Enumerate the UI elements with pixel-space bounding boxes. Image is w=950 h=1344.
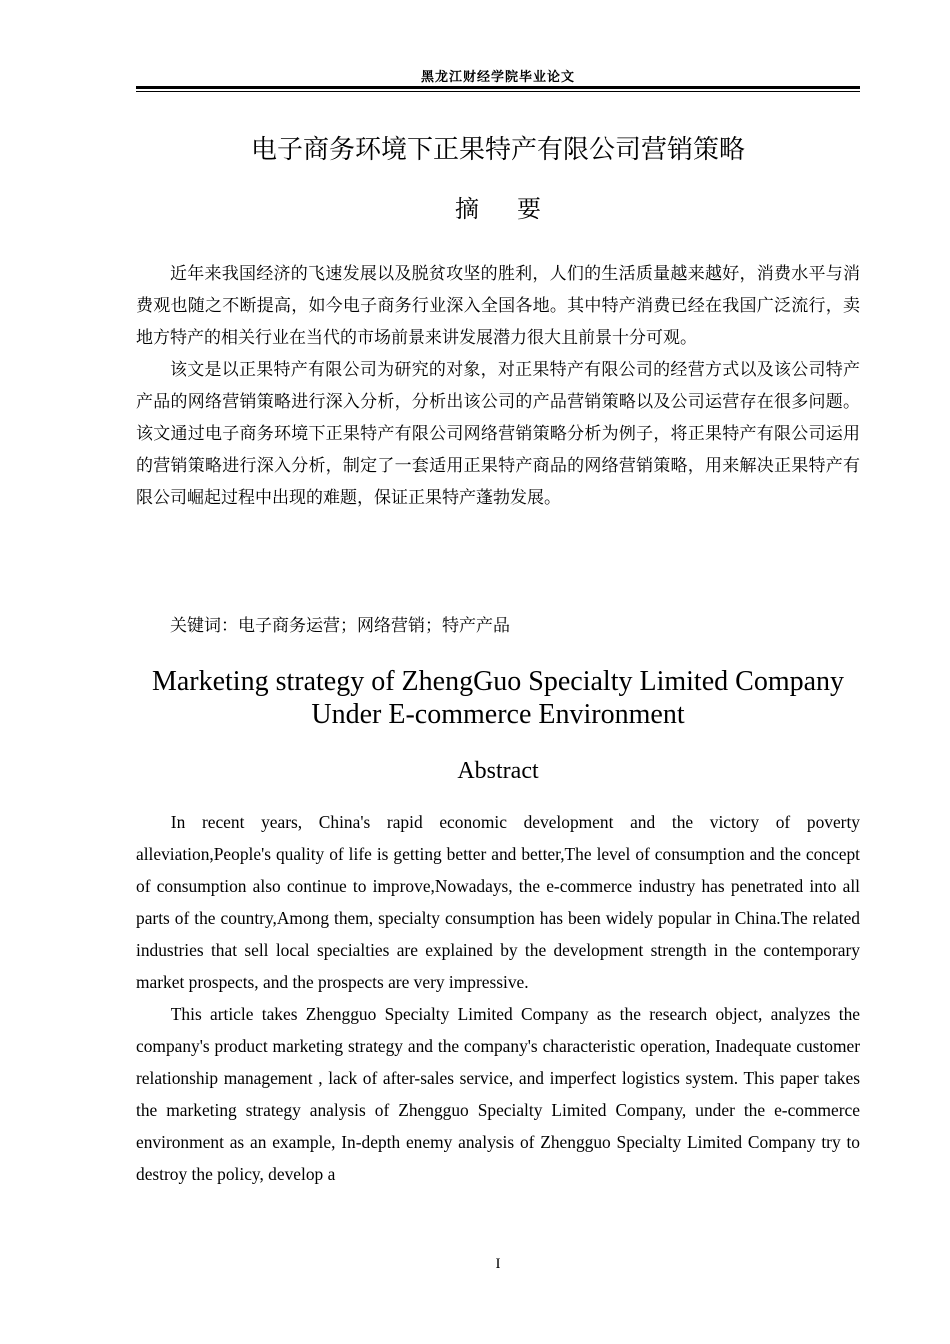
header-rule-thick: [136, 86, 860, 89]
chinese-title: 电子商务环境下正果特产有限公司营销策略: [250, 135, 745, 165]
english-paragraph-2: This article takes Zhengguo Specialty Limited Company as the research object, analyzes the company's product marketing strategy and the company's characteristic operation, Inadequate customer relationship management , lack of after-sales service, and imperfect logistics system. This paper takes the marketing strategy analysis of Zhengguo Specialty Limited Company, under the e-commerce environment as an example, In-depth enemy analysis of Zhengguo Specialty Limited Company try to destroy the policy, develop a: [136, 1004, 860, 1184]
english-title: [136, 665, 860, 731]
chinese-paragraph-1: 近年来我国经济的飞速发展以及脱贫攻坚的胜利，人们的生活质量越来越好，消费水平与消费观也随之不断提高，如今电子商务行业深入全国各地。其中特产消费已经在我国广泛流行，卖地方特产的相关行业在当代的市场前景来讲发展潜力很大且前景十分可观。: [136, 264, 860, 348]
english-paragraph-1: In recent years, China's rapid economic development and the victory of poverty alleviation,People's quality of life is getting better and better,The level of consumption and the concept of consumption also continue to improve,Nowadays, the e-commerce industry has penetrated into all parts of the country,Among them, specialty consumption has been widely popular in China.The related industries that sell local specialties are explained by the development strength in the contemporary market prospects, and the prospects are very impressive.: [136, 812, 860, 992]
running-header: 黑龙江财经学院毕业论文: [420, 70, 575, 85]
chinese-keywords: [170, 610, 510, 642]
english-abstract-heading: Abstract: [457, 758, 539, 784]
english-abstract-body: [136, 806, 860, 1190]
chinese-abstract-body: [136, 258, 860, 514]
keywords-value: 电子商务运营；网络营销；特产产品: [238, 616, 510, 636]
chinese-abstract-heading: 摘要: [455, 195, 579, 223]
header-rule-thin: [136, 91, 860, 92]
chinese-paragraph-2: 该文是以正果特产有限公司为研究的对象，对正果特产有限公司的经营方式以及该公司特产产品的网络营销策略进行深入分析，分析出该公司的产品营销策略以及公司运营存在很多问题。该文通过电子商务环境下正果特产有限公司网络营销策略分析为例子，将正果特产有限公司运用的营销策略进行深入分析，制定了一套适用正果特产商品的网络营销策略，用来解决正果特产有限公司崛起过程中出现的难题，保证正果特产蓬勃发展。: [136, 360, 860, 508]
english-title-line-2: Under E-commerce Environment: [311, 699, 685, 730]
keywords-label: 关键词：: [170, 616, 238, 636]
english-title-line-1: Marketing strategy of ZhengGuo Specialty Limited Company: [151, 666, 845, 697]
page-number: I: [495, 1256, 501, 1272]
